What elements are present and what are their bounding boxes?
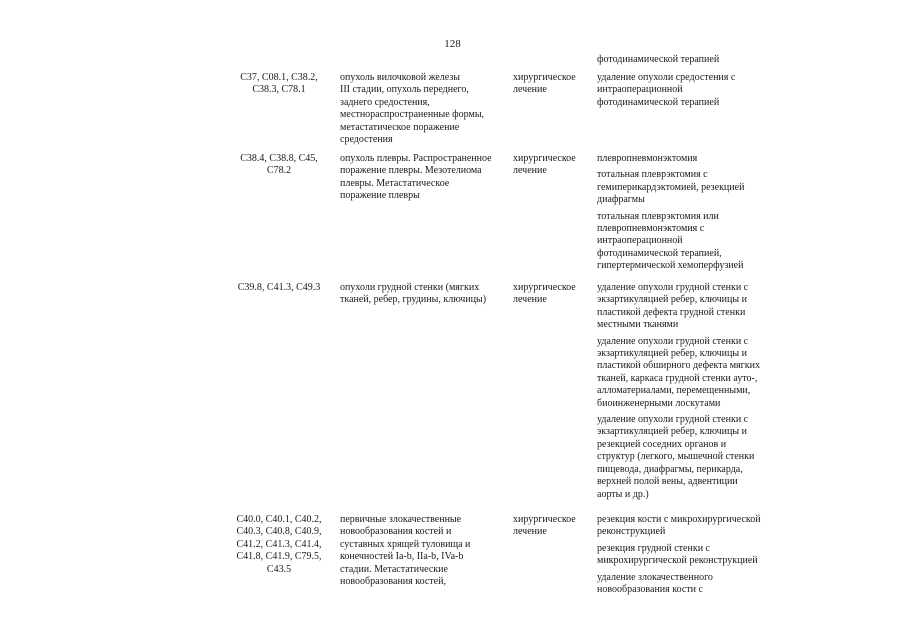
description-line: тканей, ребер, грудины, ключицы) [340,294,487,306]
description-line: опухоль плевры. Распространенное [340,153,492,164]
treatment-line: лечение [513,294,547,306]
description-line: заднего средостения, [340,96,430,108]
method-item [597,169,779,206]
method-line: структур (легкого, мышечной стенки [597,451,755,463]
method-line: тотальная плеврэктомия или [597,210,719,222]
treatment-methods [597,72,779,113]
method-line: новообразования кости с [597,584,703,596]
method-line: удаление опухоли грудной стенки с [597,414,749,426]
icd-codes [228,282,330,294]
method-line: плевропневмонэктомия [597,153,698,164]
continuation-text [597,54,779,66]
description-line: новообразования костей, [340,576,446,588]
method-line: экзартикуляцией ребер, ключицы и [597,426,747,438]
description-line: III стадии, опухоль переднего, [340,84,469,96]
method-line: тотальная плеврэктомия с [597,169,708,181]
treatment-type [513,282,591,307]
method-line: тканей, каркаса грудной стенки ауто-, [597,372,758,384]
description-line: опухоли грудной стенки (мягких [340,282,480,293]
method-line: интраоперационной [597,84,683,96]
code-line: C41.8, C41.9, C79.5, [236,551,322,563]
treatment-methods [597,282,779,505]
method-line: удаление опухоли грудной стенки с [597,282,749,293]
treatment-type [513,72,591,97]
method-item [597,572,779,597]
description-line: поражение плевры [340,190,420,202]
treatment-line: хирургическое [513,514,576,525]
code-line: C78.2 [266,165,292,177]
description-line: новообразования костей и [340,526,452,538]
diagnosis-description [340,282,505,307]
treatment-line: хирургическое [513,282,576,293]
icd-codes [228,72,330,97]
method-item [597,153,779,165]
method-line: удаление злокачественного [597,571,713,583]
description-line: местнораспространенные формы, [340,109,485,121]
method-line: биоинженерными лоскутами [597,397,721,409]
method-line: удаление опухоли грудной стенки с [597,335,749,347]
method-item [597,282,779,332]
diagnosis-description [340,72,505,146]
treatment-line: лечение [513,526,547,538]
description-line: плевры. Метастатическое [340,177,450,189]
code-line: C39.8, C41.3, C49.3 [237,282,321,293]
method-line: резекция кости с микрохирургической [597,514,761,525]
treatment-type [513,514,591,539]
method-item [597,414,779,501]
treatment-methods [597,514,779,600]
code-line: C40.0, C40.1, C40.2, [236,514,322,525]
treatment-line: хирургическое [513,153,576,164]
method-line: экзартикуляцией ребер, ключицы и [597,294,747,306]
method-line: фотодинамической терапией [597,96,720,108]
method-line: микрохирургической реконструкцией [597,555,758,567]
icd-codes [228,153,330,178]
code-line: C40.3, C40.8, C40.9, [236,526,322,538]
method-line: пищевода, диафрагмы, перикарда, [597,463,743,475]
description-line: опухоль вилочковой железы [340,72,461,83]
treatment-line: лечение [513,165,547,177]
description-line: конечностей Ia-b, IIa-b, IVa-b [340,551,464,563]
treatment-line: хирургическое [513,72,576,83]
method-item [597,514,779,539]
code-line: C43.5 [266,563,292,575]
method-line: алломатериалами, перемещенными, [597,385,751,397]
code-line: C41.2, C41.3, C41.4, [236,538,322,550]
method-line: пластикой обширного дефекта мягких [597,360,760,372]
method-line: резекцией соседних органов и [597,438,727,450]
method-line: удаление опухоли средостения с [597,72,736,83]
method-item [597,336,779,410]
method-line: диафрагмы [597,194,645,206]
method-line: гипертермической хемоперфузией [597,260,744,272]
method-item [597,211,779,273]
diagnosis-description [340,514,505,588]
description-line: поражение плевры. Мезотелиома [340,165,482,177]
method-line: гемиперикардэктомией, резекцией [597,181,745,193]
method-line: верхней полой вены, адвентиции [597,476,738,488]
method-line: плевропневмонэктомия с [597,223,705,235]
method-item [597,72,779,109]
continuation-line: фотодинамической терапией [597,54,720,65]
method-line: аорты и др.) [597,488,649,500]
treatment-type [513,153,591,178]
method-line: экзартикуляцией ребер, ключицы и [597,348,747,360]
method-line: резекция грудной стенки с [597,542,710,554]
description-line: метастатическое поражение [340,121,460,133]
method-line: пластикой дефекта грудной стенки [597,306,746,318]
diagnosis-description [340,153,505,203]
method-line: интраоперационной [597,235,683,247]
method-line: фотодинамической терапией, [597,247,722,259]
treatment-methods [597,153,779,277]
page-number: 128 [444,38,461,50]
icd-codes [228,514,330,576]
code-line: C37, C08.1, C38.2, [240,72,318,83]
treatment-line: лечение [513,84,547,96]
code-line: C38.4, C38.8, C45, [240,153,318,164]
method-line: реконструкцией [597,526,666,538]
description-line: суставных хрящей туловища и [340,538,471,550]
method-item [597,543,779,568]
description-line: средостения [340,134,393,146]
method-line: местными тканями [597,319,679,331]
description-line: первичные злокачественные [340,514,462,525]
code-line: C38.3, C78.1 [252,84,306,96]
description-line: стадии. Метастатические [340,563,448,575]
